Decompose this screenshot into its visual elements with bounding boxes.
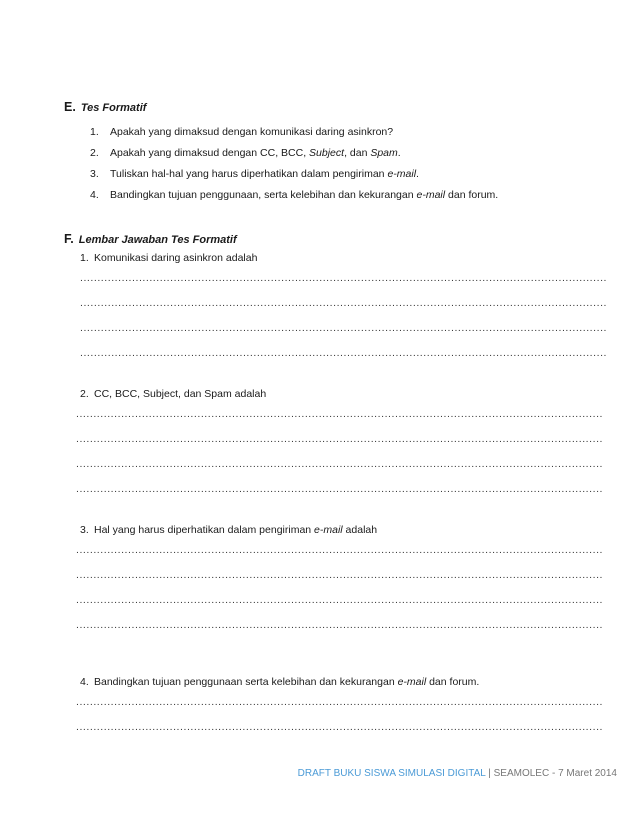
section-f-heading bbox=[64, 232, 237, 246]
question-2 bbox=[90, 147, 401, 159]
answer-1-line-1[interactable]: ........................................................................................................................................................ bbox=[80, 272, 608, 284]
section-e-title: Tes Formatif bbox=[80, 102, 147, 114]
answer-number: 2. bbox=[80, 388, 89, 400]
answer-prompt-text: Bandingkan tujuan penggunaan serta kelebihan dan kekurangan bbox=[94, 676, 398, 688]
question-number: 1. bbox=[90, 126, 99, 138]
question-text-end: . bbox=[397, 147, 401, 159]
answer-prompt-text-end: adalah bbox=[342, 524, 378, 536]
question-text-end: dan forum. bbox=[445, 189, 499, 201]
answer-prompt-italic-email: e-mail bbox=[397, 676, 427, 688]
question-4 bbox=[90, 189, 498, 201]
question-1 bbox=[90, 126, 393, 138]
answer-number: 4. bbox=[80, 676, 89, 688]
question-italic-subject: Subject bbox=[309, 147, 345, 159]
answer-prompt-text: CC, BCC, Subject, dan Spam adalah bbox=[94, 388, 267, 400]
question-number: 2. bbox=[90, 147, 99, 159]
section-e-heading bbox=[64, 100, 146, 114]
question-text-end: . bbox=[416, 168, 419, 180]
answer-2-prompt bbox=[80, 388, 266, 400]
question-italic-email: e-mail bbox=[387, 168, 417, 180]
question-italic-spam: Spam bbox=[370, 147, 398, 159]
answer-prompt-text: Hal yang harus diperhatikan dalam pengiriman bbox=[94, 524, 315, 536]
answer-3-line-2[interactable]: ........................................................................................................................................................ bbox=[76, 569, 604, 581]
answer-2-line-4[interactable]: ........................................................................................................................................................ bbox=[76, 483, 604, 495]
answer-3-line-1[interactable]: ........................................................................................................................................................ bbox=[76, 544, 604, 556]
answer-1-line-3[interactable]: ........................................................................................................................................................ bbox=[80, 322, 608, 334]
answer-2-line-1[interactable]: ........................................................................................................................................................ bbox=[76, 408, 604, 420]
answer-4-line-1[interactable]: ........................................................................................................................................................ bbox=[76, 696, 604, 708]
answer-number: 3. bbox=[80, 524, 89, 536]
answer-4-prompt bbox=[80, 676, 479, 688]
answer-2-line-3[interactable]: ........................................................................................................................................................ bbox=[76, 458, 604, 470]
answer-4-line-2[interactable]: ........................................................................................................................................................ bbox=[76, 721, 604, 733]
section-f-title: Lembar Jawaban Tes Formatif bbox=[78, 234, 237, 246]
answer-prompt-italic-email: e-mail bbox=[314, 524, 343, 536]
question-text: Bandingkan tujuan penggunaan, serta kelebihan dan kekurangan bbox=[110, 189, 417, 201]
question-text: Tuliskan hal-hal yang harus diperhatikan dalam pengiriman bbox=[110, 168, 388, 180]
footer-separator: | bbox=[485, 768, 494, 779]
section-e-letter: E. bbox=[64, 100, 76, 114]
answer-1-line-4[interactable]: ........................................................................................................................................................ bbox=[80, 347, 608, 359]
page-footer bbox=[298, 768, 617, 779]
question-3 bbox=[90, 168, 419, 180]
answer-3-line-4[interactable]: ........................................................................................................................................................ bbox=[76, 619, 604, 631]
answer-3-prompt bbox=[80, 524, 377, 536]
answer-2-line-2[interactable]: ........................................................................................................................................................ bbox=[76, 433, 604, 445]
footer-title: DRAFT BUKU SISWA SIMULASI DIGITAL bbox=[297, 768, 486, 779]
answer-prompt-text-end: dan forum. bbox=[426, 676, 480, 688]
question-number: 3. bbox=[90, 168, 99, 180]
answer-3-line-3[interactable]: ........................................................................................................................................................ bbox=[76, 594, 604, 606]
question-text: Apakah yang dimaksud dengan CC, BCC, bbox=[110, 147, 310, 159]
footer-org-date: SEAMOLEC - 7 Maret 2014 bbox=[493, 768, 617, 779]
question-text: Apakah yang dimaksud dengan komunikasi daring asinkron? bbox=[110, 126, 394, 138]
answer-number: 1. bbox=[80, 252, 89, 264]
section-f-letter: F. bbox=[64, 232, 74, 246]
question-number: 4. bbox=[90, 189, 99, 201]
answer-1-line-2[interactable]: ........................................................................................................................................................ bbox=[80, 297, 608, 309]
question-text-cont: , dan bbox=[344, 147, 371, 159]
question-italic-email: e-mail bbox=[416, 189, 446, 201]
answer-1-prompt bbox=[80, 252, 257, 264]
answer-prompt-text: Komunikasi daring asinkron adalah bbox=[94, 252, 258, 264]
